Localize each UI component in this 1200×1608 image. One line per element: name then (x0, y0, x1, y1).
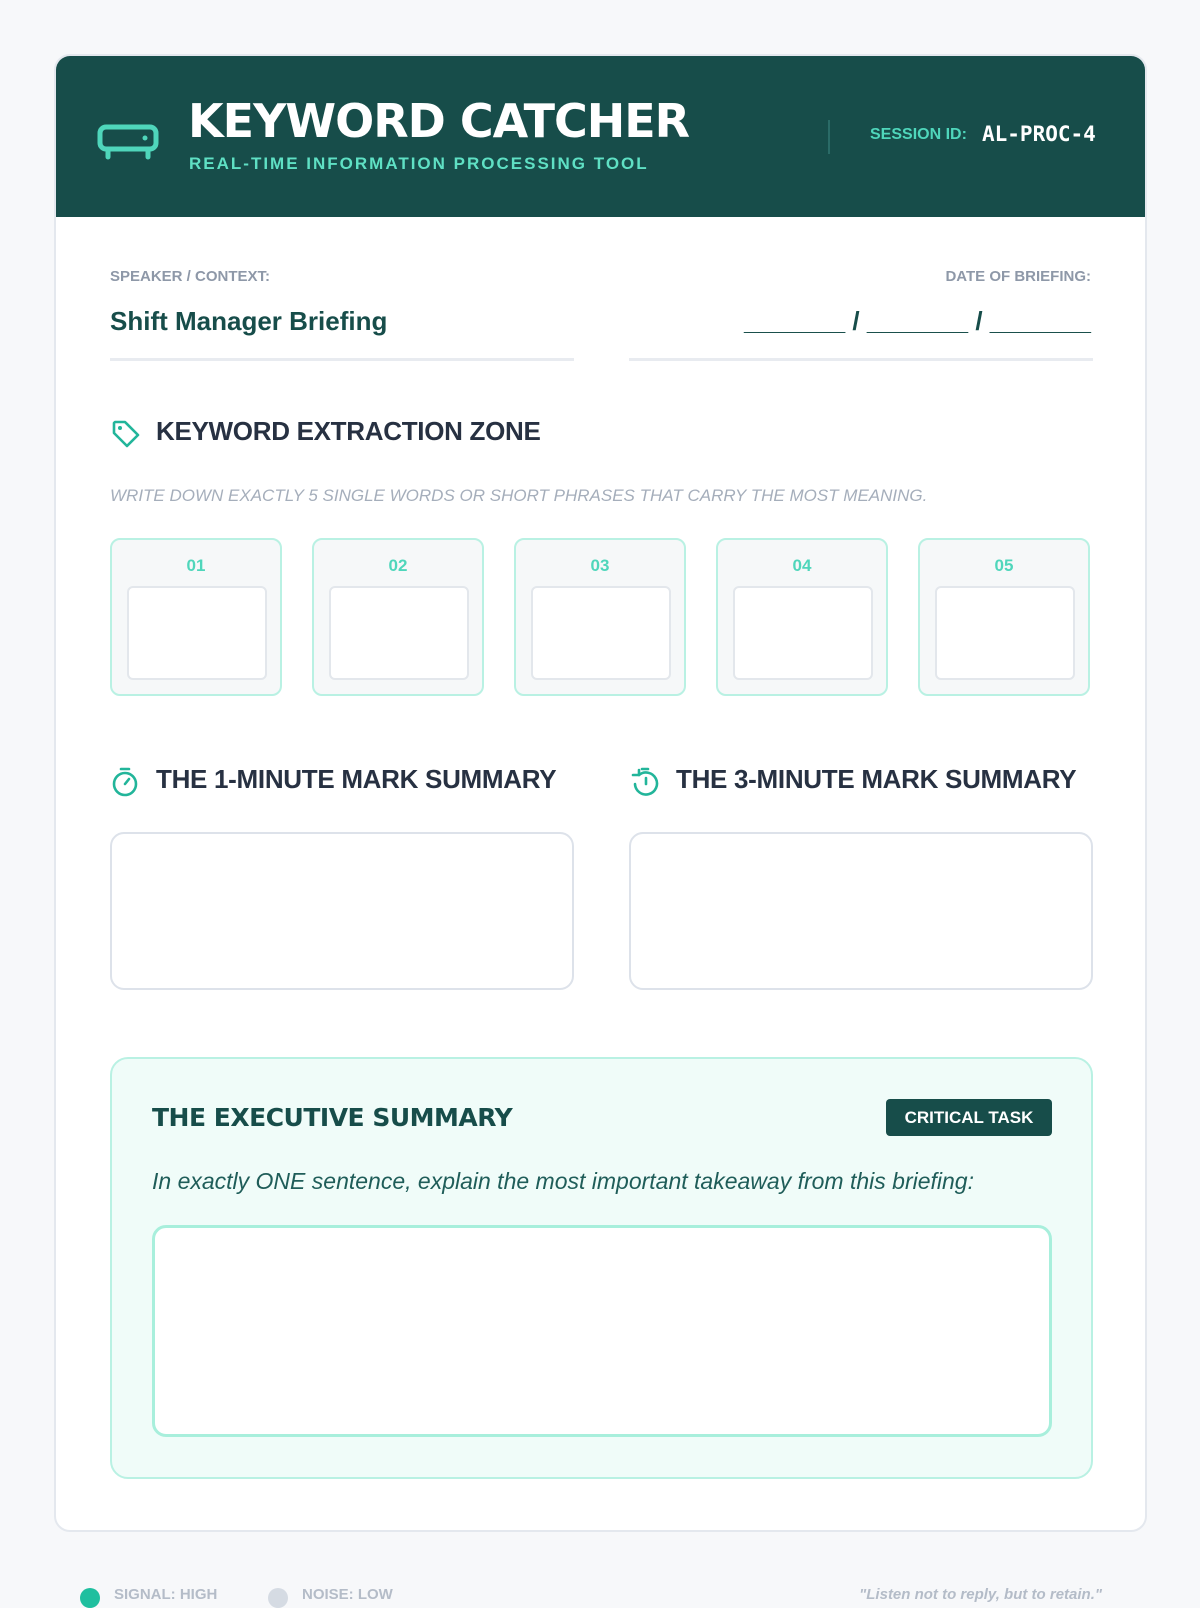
keyword-input-3[interactable] (531, 586, 671, 680)
keyword-input-2[interactable] (329, 586, 469, 680)
three-minute-summary-input[interactable] (629, 832, 1093, 990)
keyword-input-1[interactable] (127, 586, 267, 680)
noise-status: NOISE: LOW (302, 1586, 393, 1603)
stopwatch-icon (110, 766, 140, 798)
keyword-instructions: WRITE DOWN EXACTLY 5 SINGLE WORDS OR SHORT PHRASES THAT CARRY THE MOST MEANING. (110, 486, 928, 505)
footer-quote: "Listen not to reply, but to retain." (859, 1586, 1102, 1603)
tag-icon (110, 418, 142, 450)
worksheet-card (54, 54, 1147, 1532)
date-field[interactable]: _______ / _______ / _______ (743, 306, 1091, 336)
keyword-number: 02 (388, 556, 408, 575)
keyword-number: 04 (792, 556, 812, 575)
one-minute-summary-title: THE 1-MINUTE MARK SUMMARY (156, 764, 557, 794)
executive-summary-panel (110, 1057, 1093, 1479)
session-id-label: SESSION ID: (870, 126, 967, 143)
speaker-label: SPEAKER / CONTEXT: (110, 268, 271, 285)
date-underline (629, 358, 1093, 361)
three-minute-summary-title: THE 3-MINUTE MARK SUMMARY (676, 764, 1077, 794)
header-banner (56, 56, 1145, 217)
keyword-number: 03 (590, 556, 610, 575)
speaker-underline (110, 358, 574, 361)
critical-task-badge: CRITICAL TASK (886, 1099, 1052, 1136)
noise-dot-icon (268, 1588, 288, 1608)
date-label: DATE OF BRIEFING: (945, 268, 1091, 285)
app-subtitle: REAL-TIME INFORMATION PROCESSING TOOL (189, 154, 649, 173)
keyword-box (514, 538, 686, 696)
executive-summary-title: THE EXECUTIVE SUMMARY (152, 1103, 513, 1132)
header-divider (828, 120, 830, 154)
keyword-box (716, 538, 888, 696)
keyword-number: 05 (994, 556, 1014, 575)
signal-status: SIGNAL: HIGH (114, 1586, 218, 1603)
radio-device-icon (97, 122, 159, 160)
keyword-input-5[interactable] (935, 586, 1075, 680)
speaker-value[interactable]: Shift Manager Briefing (110, 306, 388, 336)
keyword-number: 01 (186, 556, 206, 575)
keyword-zone-title: KEYWORD EXTRACTION ZONE (156, 416, 541, 446)
signal-dot-icon (80, 1588, 100, 1608)
executive-summary-input[interactable] (152, 1225, 1052, 1437)
app-title: KEYWORD CATCHER (188, 94, 690, 148)
executive-summary-prompt: In exactly ONE sentence, explain the most important takeaway from this briefing: (152, 1168, 974, 1194)
one-minute-summary-input[interactable] (110, 832, 574, 990)
keyword-box (312, 538, 484, 696)
keyword-box (110, 538, 282, 696)
session-id-value: AL-PROC-4 (982, 122, 1096, 146)
keyword-input-4[interactable] (733, 586, 873, 680)
keyword-box (918, 538, 1090, 696)
timer-reset-icon (629, 766, 661, 798)
